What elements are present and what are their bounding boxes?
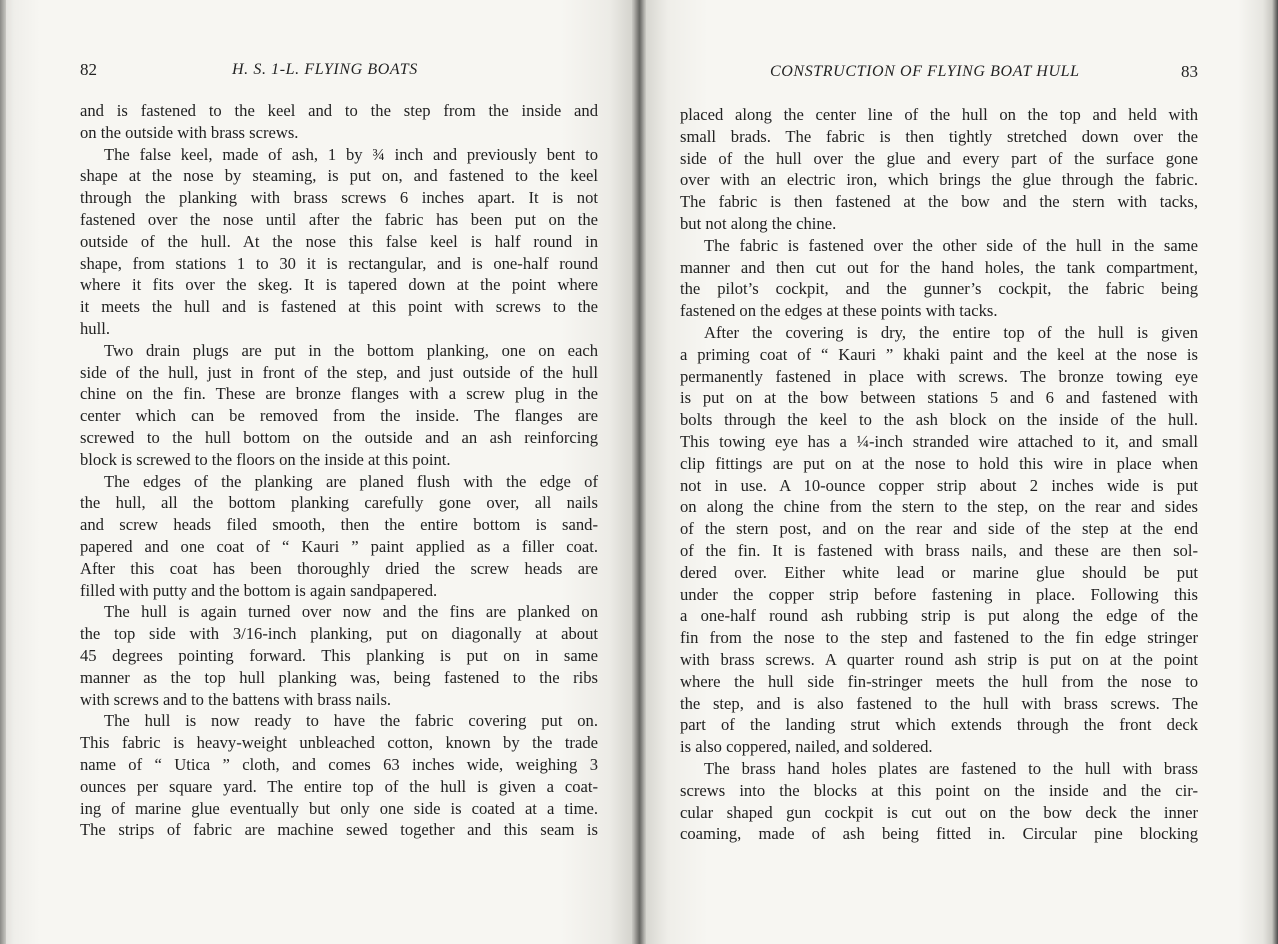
text-line: of the fin. It is fastened with brass nails, and these are then sol- — [680, 540, 1198, 560]
text-line: with screws and to the battens with brass nails. — [80, 689, 392, 709]
text-line: shape, from stations 1 to 30 it is rectangular, and is one-half round — [80, 253, 598, 273]
text-line: screws into the blocks at this point on the inside and the cir- — [680, 780, 1198, 800]
text-line: manner and then cut out for the hand holes, the tank compartment, — [680, 257, 1198, 277]
text-line: This fabric is heavy-weight unbleached cotton, known by the trade — [80, 733, 598, 753]
text-line: the pilot’s cockpit, and the gunner’s cockpit, the fabric being — [680, 279, 1198, 299]
page-edge-shadow — [0, 0, 6, 944]
left-page — [0, 0, 638, 944]
text-line: a priming coat of “ Kauri ” khaki paint and the keel at the nose is — [680, 344, 1198, 364]
text-line: is put on at the bow between stations 5 and 6 and fastened with — [680, 388, 1198, 408]
text-line: filled with putty and the bottom is again sandpapered. — [80, 580, 438, 600]
text-line: The hull is again turned over now and the fins are planked on — [104, 602, 598, 622]
text-line: side of the hull over the glue and every part of the surface gone — [680, 148, 1198, 168]
text-line: the step, and is also fastened to the hull with brass screws. The — [680, 693, 1198, 713]
text-line: and screw heads filed smooth, then the entire bottom is sand- — [80, 515, 598, 535]
text-line: papered and one coat of “ Kauri ” paint applied as a filler coat. — [80, 536, 598, 556]
text-line: small brads. The fabric is then tightly stretched down over the — [680, 126, 1198, 146]
left-page-number: 82 — [80, 60, 97, 79]
text-line: ounces per square yard. The entire top of the hull is given a coat- — [80, 776, 598, 796]
text-line: over with an electric iron, which brings the glue through the fabric. — [680, 170, 1198, 190]
text-line: This towing eye has a ¼-inch stranded wire attached to it, and small — [680, 431, 1198, 451]
left-body-text — [80, 100, 598, 841]
text-line: name of “ Utica ” cloth, and comes 63 inches wide, weighing 3 — [80, 754, 598, 774]
text-line: The false keel, made of ash, 1 by ¾ inch and previously bent to — [104, 144, 598, 164]
text-line: fin from the nose to the step and fastened to the fin edge stringer — [680, 628, 1198, 648]
text-line: but not along the chine. — [680, 213, 837, 233]
text-line: bolts through the keel to the ash block on the inside of the hull. — [680, 410, 1198, 430]
text-line: on the outside with brass screws. — [80, 122, 299, 142]
text-line: manner as the top hull planking was, being fastened to the ribs — [80, 667, 598, 687]
text-line: chine on the fin. These are bronze flanges with a screw plug in the — [80, 384, 598, 404]
text-line: not in use. A 10-ounce copper strip about 2 inches wide is put — [680, 475, 1198, 495]
text-line: shape at the nose by steaming, is put on, and fastened to the keel — [80, 166, 598, 186]
text-line: outside of the hull. At the nose this false keel is half round in — [80, 231, 598, 251]
text-line: 45 degrees pointing forward. This planking is put on in same — [80, 645, 598, 665]
text-line: where the hull side fin-stringer meets the hull from the nose to — [680, 671, 1198, 691]
text-line: ing of marine glue eventually but only one side is coated at a time. — [80, 798, 598, 818]
text-line: The fabric is then fastened at the bow and the stern with tacks, — [680, 192, 1198, 212]
text-line: side of the hull, just in front of the step, and just outside of the hull — [80, 362, 598, 382]
text-line: on along the chine from the stern to the step, on the rear and sides — [680, 497, 1198, 517]
text-line: it meets the hull and is fastened at this point with screws to the — [80, 297, 598, 317]
text-line: fastened over the nose until after the fabric has been put on the — [80, 209, 598, 229]
text-line: is also coppered, nailed, and soldered. — [680, 737, 933, 757]
text-line: Two drain plugs are put in the bottom planking, one on each — [104, 340, 598, 360]
text-line: block is screwed to the floors on the inside at this point. — [80, 449, 451, 469]
text-line: the hull, all the bottom planking carefully gone over, all nails — [80, 493, 598, 513]
text-line: placed along the center line of the hull on the top and held with — [680, 105, 1198, 124]
right-body-text — [680, 104, 1198, 845]
text-line: The edges of the planking are planed flush with the edge of — [104, 471, 598, 491]
text-line: fastened on the edges at these points with tacks. — [680, 301, 998, 321]
right-page-number: 83 — [1181, 62, 1198, 81]
text-line: and is fastened to the keel and to the step from the inside and — [80, 101, 598, 120]
text-line: a one-half round ash rubbing strip is put along the edge of the — [680, 606, 1198, 626]
text-line: part of the landing strut which extends through the front deck — [680, 715, 1198, 735]
text-line: cular shaped gun cockpit is cut out on the bow deck the inner — [680, 802, 1198, 822]
text-line: of the stern post, and on the rear and side of the step at the end — [680, 519, 1198, 539]
text-line: After the covering is dry, the entire top of the hull is given — [704, 322, 1198, 342]
left-running-head: H. S. 1-L. FLYING BOATS — [232, 61, 418, 78]
text-line: The strips of fabric are machine sewed together and this seam is — [80, 820, 598, 840]
text-line: hull. — [80, 318, 110, 338]
text-line: coaming, made of ash being fitted in. Circular pine blocking — [680, 824, 1198, 844]
right-page — [638, 0, 1278, 944]
text-line: with brass screws. A quarter round ash strip is put on at the point — [680, 649, 1198, 669]
text-line: the top side with 3/16-inch planking, put on diagonally at about — [80, 624, 598, 644]
text-line: The brass hand holes plates are fastened to the hull with brass — [704, 758, 1198, 778]
text-line: screwed to the hull bottom on the outside and an ash reinforcing — [80, 427, 598, 447]
text-line: The fabric is fastened over the other side of the hull in the same — [704, 235, 1198, 255]
text-line: dered over. Either white lead or marine glue should be put — [680, 562, 1198, 582]
text-line: through the planking with brass screws 6 inches apart. It is not — [80, 188, 598, 208]
text-line: center which can be removed from the inside. The flanges are — [80, 406, 598, 426]
text-line: under the copper strip before fastening in place. Following this — [680, 584, 1198, 604]
text-line: After this coat has been thoroughly dried the screw heads are — [80, 558, 598, 578]
book-gutter — [632, 0, 646, 944]
text-line: clip fittings are put on at the nose to hold this wire in place when — [680, 453, 1198, 473]
text-line: permanently fastened in place with screws. The bronze towing eye — [680, 366, 1198, 386]
text-line: where it fits over the skeg. It is tapered down at the point where — [80, 275, 598, 295]
right-running-head: CONSTRUCTION OF FLYING BOAT HULL — [770, 63, 1080, 80]
text-line: The hull is now ready to have the fabric covering put on. — [104, 711, 598, 731]
